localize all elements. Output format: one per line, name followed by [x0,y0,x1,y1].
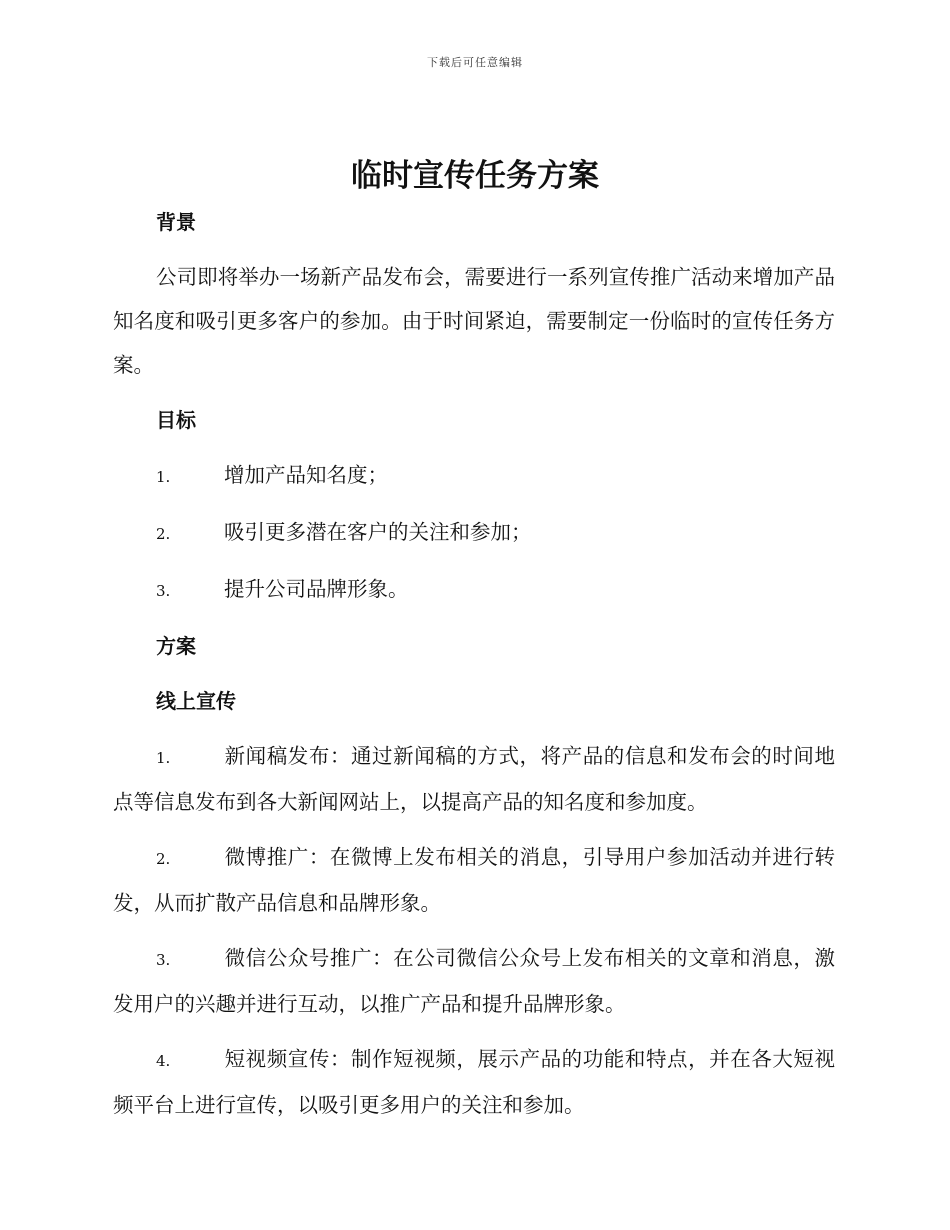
online-item [113,1037,835,1127]
online-item-text: 短视频宣传：制作短视频，展示产品的功能和特点，并在各大短视频平台上进行宣传，以吸引更多用户的关注和参加。 [113,1047,835,1117]
goals-heading: 目标 [156,408,196,432]
goal-text: 吸引更多潜在客户的关注和参加； [224,520,532,544]
online-item-text: 微信公众号推广：在公司微信公众号上发布相关的文章和消息，激发用户的兴趣并进行互动，以推广产品和提升品牌形象。 [113,946,835,1016]
goal-item [113,453,835,499]
plan-heading: 方案 [156,634,196,658]
background-heading: 背景 [156,210,196,234]
online-item [113,835,835,925]
online-item-text: 微博推广：在微博上发布相关的消息，引导用户参加活动并进行转发，从而扩散产品信息和品牌形象。 [113,845,835,915]
document-title: 临时宣传任务方案 [351,158,599,194]
goal-text: 增加产品知名度； [224,463,388,487]
online-item-number: 4. [156,1052,171,1070]
online-item-number: 2. [156,850,171,868]
goal-item [113,510,835,556]
goal-number: 1. [156,468,171,486]
online-item [113,936,835,1026]
header-note: 下载后可任意编辑 [427,56,523,69]
goal-number: 2. [156,525,171,543]
online-promotion-heading: 线上宣传 [156,689,236,713]
online-item-text: 新闻稿发布：通过新闻稿的方式，将产品的信息和发布会的时间地点等信息发布到各大新闻网站上，以提高产品的知名度和参加度。 [113,744,835,814]
goal-number: 3. [156,582,171,600]
document-body [113,200,835,1138]
background-paragraph: 公司即将举办一场新产品发布会，需要进行一系列宣传推广活动来增加产品知名度和吸引更多客户的参加。由于时间紧迫，需要制定一份临时的宣传任务方案。 [113,265,835,377]
online-item-number: 3. [156,951,171,969]
online-item [113,734,835,824]
goal-text: 提升公司品牌形象。 [224,577,409,601]
online-item-number: 1. [156,749,171,767]
goal-item [113,567,835,613]
